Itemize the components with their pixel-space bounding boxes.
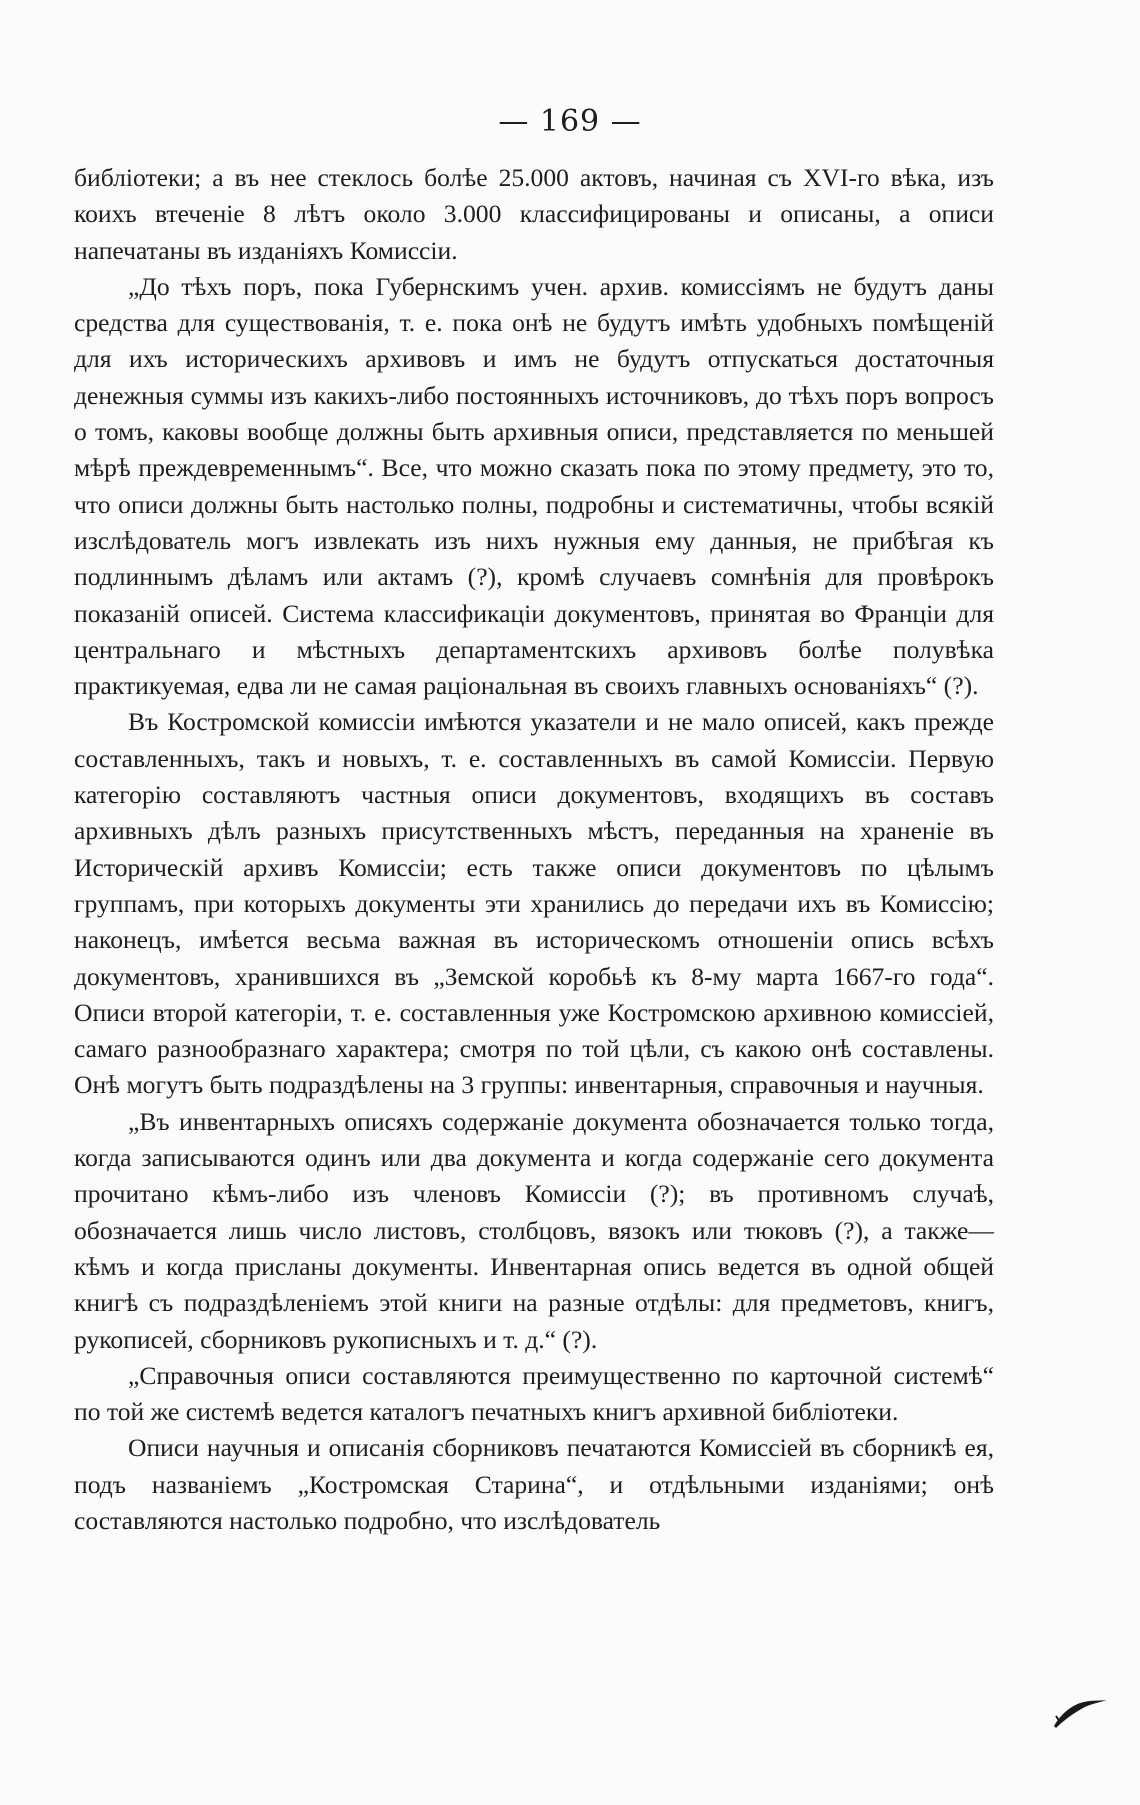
paragraph-5: „Справочныя описи составляются преимущественно по карточной системѣ“ по той же системѣ ведется каталогъ печатныхъ книгъ архивной библіотеки. xyxy=(74,1360,994,1427)
paragraph-2: „До тѣхъ поръ, пока Губернскимъ учен. архив. комиссіямъ не будутъ даны средства для существованія, т. е. пока онѣ не будутъ имѣть удобныхъ помѣщеній для ихъ историческихъ архивовъ и имъ не будутъ отпускаться достаточныя денежныя суммы изъ какихъ-либо постоянныхъ источниковъ, до тѣхъ поръ вопросъ о томъ, каковы вообще должны быть архивныя описи, представляется по меньшей мѣрѣ преждевременнымъ“. Все, что можно сказать пока по этому предмету, это то, что описи должны быть настолько полны, подробны и систематичны, чтобы всякій изслѣдователь могъ извлекать изъ нихъ нужныя ему данныя, не прибѣгая къ подлиннымъ дѣламъ или актамъ (?), кромѣ случаевъ сомнѣнія для провѣрокъ показаній описей. Система классификаціи документовъ, принятая во Франціи для центральнаго и мѣстныхъ департаментскихъ архивовъ болѣе полувѣка практикуемая, едва ли не самая раціональная въ своихъ главныхъ основаніяхъ“ (?). xyxy=(74,271,994,701)
paragraph-3: Въ Костромской комиссіи имѣются указатели и не мало описей, какъ прежде составленныхъ, такъ и новыхъ, т. е. составленныхъ въ самой Комиссіи. Первую категорію составляютъ частныя описи документовъ, входящихъ въ составъ архивныхъ дѣлъ разныхъ присутственныхъ мѣстъ, переданныя на храненіе въ Историческій архивъ Комиссіи; есть также описи документовъ по цѣлымъ группамъ, при которыхъ документы эти хранились до передачи ихъ въ Комиссію; наконецъ, имѣется весьма важная въ историческомъ отношеніи опись всѣхъ документовъ, хранившихся въ „Земской коробьѣ къ 8-му марта 1667-го года“. Описи второй категоріи, т. е. составленныя уже Костромскою архивною комиссіей, самаго разнообразнаго характера; смотря по той цѣли, съ какою онѣ составлены. Онѣ могутъ быть подраздѣлены на 3 группы: инвентарныя, справочныя и научныя. xyxy=(74,707,994,1100)
paragraph-4: „Въ инвентарныхъ описяхъ содержаніе документа обозначается только тогда, когда записываются одинъ или два документа и когда содержаніе сего документа прочитано кѣмъ-либо изъ членовъ Комиссіи (?); въ противномъ случаѣ, обозначается лишь число листовъ, столбцовъ, вязокъ или тюковъ (?), а также—кѣмъ и когда присланы документы. Инвентарная опись ведется въ одной общей книгѣ съ подраздѣленіемъ этой книги на разные отдѣлы: для предметовъ, книгъ, рукописей, сборниковъ рукописныхъ и т. д.“ (?). xyxy=(74,1106,994,1354)
ink-flourish-mark xyxy=(1050,1682,1110,1732)
paragraph-6: Описи научныя и описанія сборниковъ печатаются Комиссіей въ сборникѣ ея, подъ названіемъ „Костромская Старина“, и отдѣльными изданіями; онѣ составляются настолько подробно, что изслѣдователь xyxy=(74,1433,994,1535)
page-number: — 169 — xyxy=(498,104,642,139)
paragraph-1: библіотеки; а въ нее стеклось болѣе 25.000 актовъ, начиная съ XVI-го вѣка, изъ коихъ втеченіе 8 лѣтъ около 3.000 классифицированы и описаны, а описи напечатаны въ изданіяхъ Комиссіи. xyxy=(74,163,994,265)
body-text xyxy=(74,160,994,1539)
